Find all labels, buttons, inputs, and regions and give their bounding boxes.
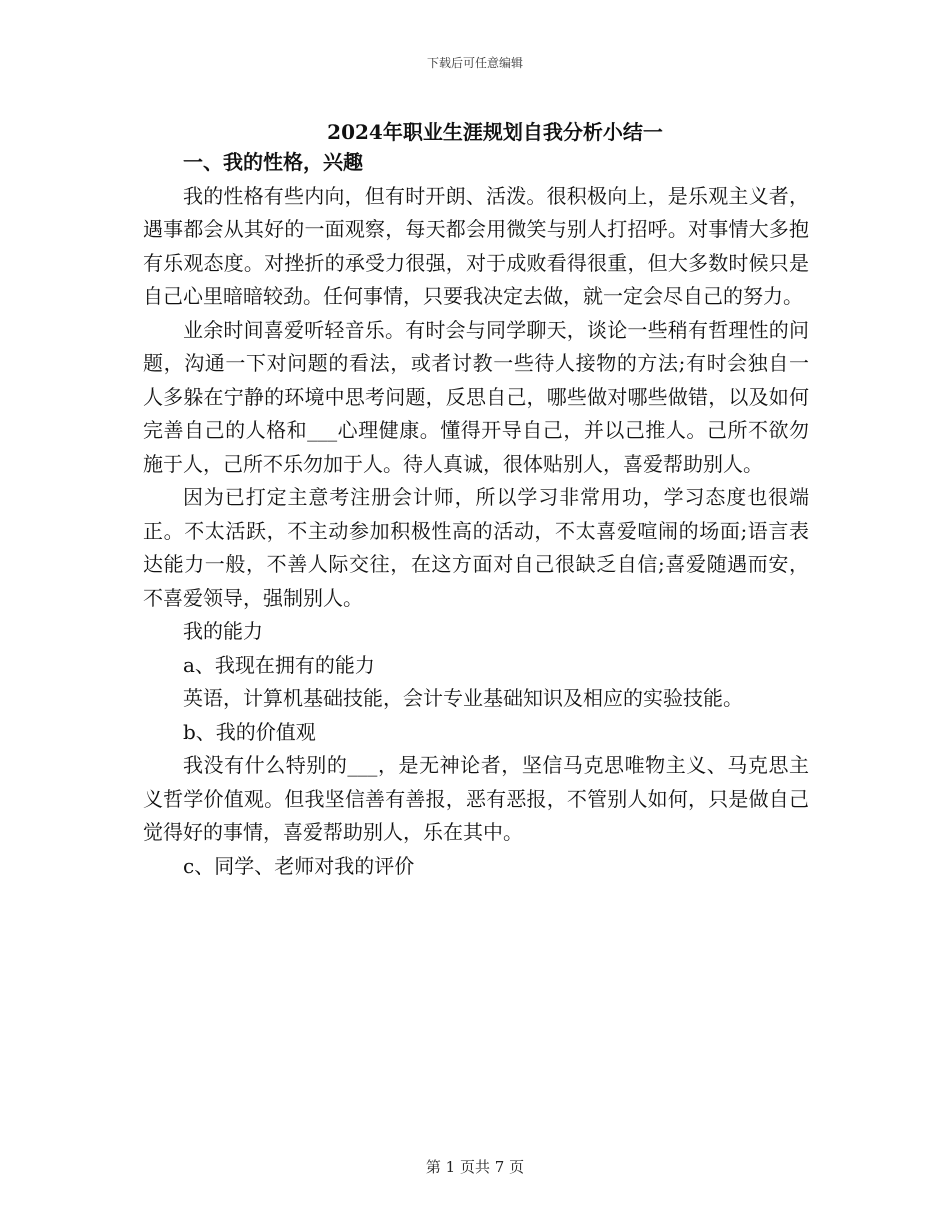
subheading-current-abilities: a、我现在拥有的能力: [183, 652, 375, 677]
paragraph-personality: 我的性格有些内向，但有时开朗、活泼。很积极向上，是乐观主义者，遇事都会从其好的一面观察，每天都会用微笑与别人打招呼。对事情大多抱有乐观态度。对挫折的承受力很强，对于成败看得很重，但大多数时候只是自己心里暗暗较劲。任何事情，只要我决定去做，就一定会尽自己的努力。: [143, 183, 809, 308]
subheading-evaluation: c、同学、老师对我的评价: [183, 853, 415, 878]
document-body: [143, 146, 809, 883]
page-number: 第 1 页共 7 页: [425, 1158, 525, 1176]
header-note: 下载后可任意编辑: [426, 56, 523, 70]
paragraph-values: 我没有什么特别的___，是无神论者，坚信马克思唯物主义、马克思主义哲学价值观。但我坚信善有善报，恶有恶报，不管别人如何，只是做自己觉得好的事情，喜爱帮助别人，乐在其中。: [143, 753, 809, 844]
subheading-values: b、我的价值观: [183, 719, 316, 744]
document-title: 2024年职业生涯规划自我分析小结一: [327, 120, 663, 144]
subheading-abilities: 我的能力: [183, 619, 263, 643]
paragraph-skills: 英语，计算机基础技能，会计专业基础知识及相应的实验技能。: [183, 686, 743, 710]
paragraph-study-attitude: 因为已打定主意考注册会计师，所以学习非常用功，学习态度也很端正。不太活跃，不主动参加积极性高的活动，不太喜爱喧闹的场面;语言表达能力一般，不善人际交往，在这方面对自己很缺乏自信;喜爱随遇而安，不喜爱领导，强制别人。: [143, 485, 809, 610]
paragraph-hobbies: 业余时间喜爱听轻音乐。有时会与同学聊天，谈论一些稍有哲理性的问题，沟通一下对问题的看法，或者讨教一些待人接物的方法;有时会独自一人多躲在宁静的环境中思考问题，反思自己，哪些做对哪些做错，以及如何完善自己的人格和___心理健康。懂得开导自己，并以己推人。己所不欲勿施于人，己所不乐勿加于人。待人真诚，很体贴别人，喜爱帮助别人。: [143, 317, 809, 476]
section-heading-personality: 一、我的性格，兴趣: [183, 150, 363, 174]
